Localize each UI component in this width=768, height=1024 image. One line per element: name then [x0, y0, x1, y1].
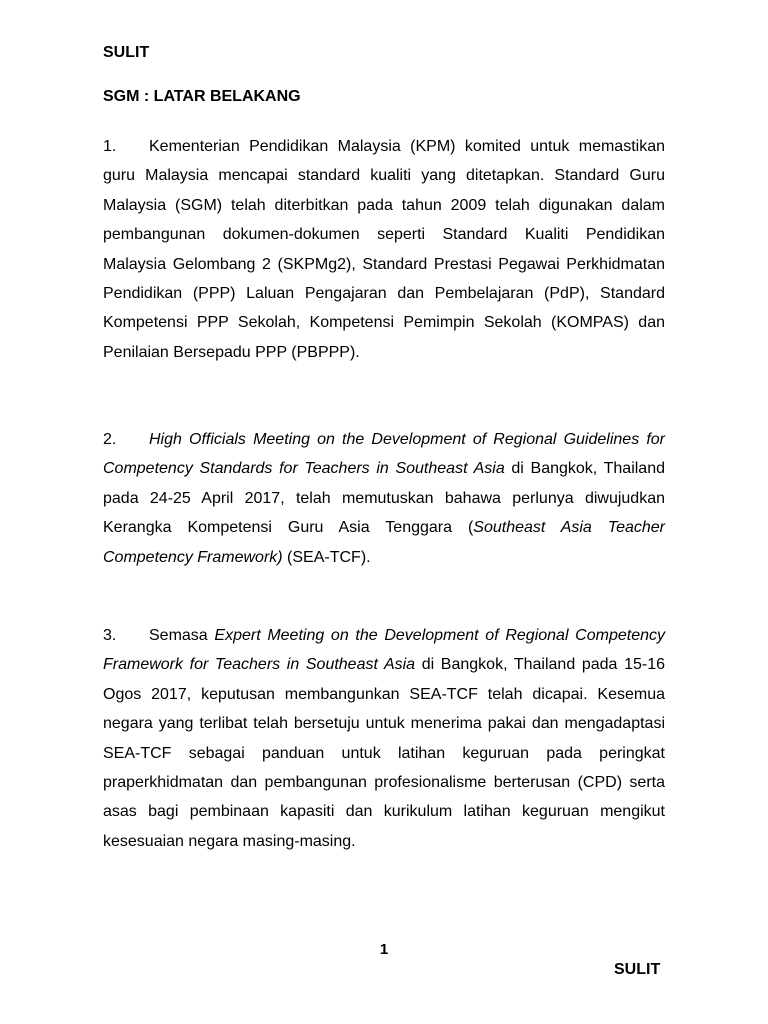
- paragraph-text-segment: Semasa: [149, 627, 215, 644]
- paragraph-text-segment: di Bangkok, Thailand pada 15-16 Ogos 2017, keputusan membangunkan SEA-TCF telah dicapai. Kesemua negara yang terlibat telah bersetuju untuk menerima pakai dan mengadaptasi SEA-TCF sebagai panduan untuk latihan keguruan pada peringkat praperkhidmatan dan pembangunan profesionalisme berterusan (CPD) serta asas bagi pembinaan kapasiti dan kurikulum latihan keguruan mengikut kesesuaian negara masing-masing.: [103, 656, 666, 850]
- section-heading: SGM : LATAR BELAKANG: [103, 88, 301, 105]
- paragraph-2: [103, 425, 665, 572]
- paragraph-number: 2.: [103, 431, 117, 448]
- header-classification: SULIT: [103, 44, 150, 61]
- paragraph-text-segment: Kementerian Pendidikan Malaysia (KPM) komited untuk memastikan guru Malaysia mencapai standard kualiti yang ditetapkan. Standard Guru Malaysia (SGM) telah diterbitkan pada tahun 2009 telah digunakan dalam pembangunan dokumen-dokumen seperti Standard Kualiti Pendidikan Malaysia Gelombang 2 (SKPMg2), Standard Prestasi Pegawai Perkhidmatan Pendidikan (PPP) Laluan Pengajaran dan Pembelajaran (PdP), Standard Kompetensi PPP Sekolah, Kompetensi Pemimpin Sekolah (KOMPAS) dan Penilaian Bersepadu PPP (PBPPP).: [103, 138, 665, 361]
- paragraph-text-segment: di Bangkok, Thailand pada 24-25 April 2017, telah memutuskan bahawa perlunya diwujudkan Kerangka Kompetensi Guru Asia Tenggara (: [103, 460, 665, 537]
- paragraph-3: [103, 621, 665, 856]
- paragraph-number: 1.: [103, 138, 117, 155]
- paragraph-1: [103, 132, 665, 367]
- paragraph-text-italic: High Officials Meeting on the Development of Regional Guidelines for Competency Standards for Teachers in Southeast Asia: [103, 431, 665, 478]
- paragraph-text-italic: Expert Meeting on the Development of Regional Competency Framework for Teachers in Southeast Asia: [103, 627, 665, 674]
- page-number: 1: [379, 941, 389, 958]
- paragraph-text-segment: (SEA-TCF).: [282, 548, 371, 566]
- paragraph-number: 3.: [103, 627, 117, 644]
- footer-classification: SULIT: [614, 961, 661, 978]
- paragraph-text-italic: Southeast Asia Teacher Competency Framework): [103, 519, 666, 566]
